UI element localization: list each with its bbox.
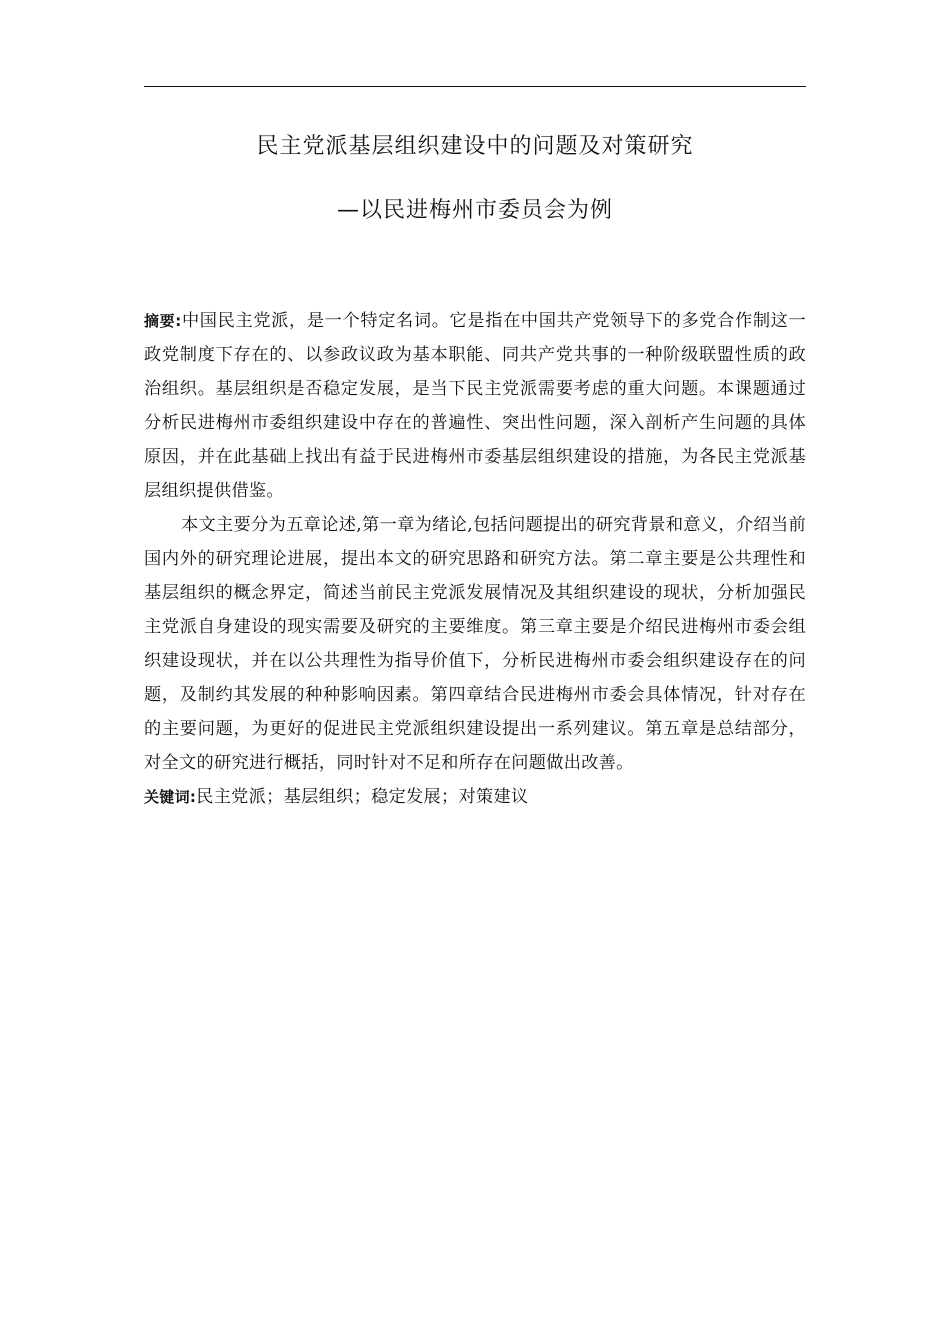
abstract-paragraph-2: 本文主要分为五章论述,第一章为绪论,包括问题提出的研究背景和意义，介绍当前国内外的研究理论进展，提出本文的研究思路和研究方法。第二章主要是公共理性和基层组织的概念界定，简述当前民主党派发展情况及其组织建设的现状，分析加强民主党派自身建设的现实需要及研究的主要维度。第三章主要是介绍民进梅州市委会组织建设现状，并在以公共理性为指导价值下，分析民进梅州市委会组织建设存在的问题，及制约其发展的种种影响因素。第四章结合民进梅州市委会具体情况，针对存在的主要问题，为更好的促进民主党派组织建设提出一系列建议。第五章是总结部分，对全文的研究进行概括，同时针对不足和所存在问题做出改善。 <box>144 515 806 773</box>
keywords-text: 民主党派；基层组织；稳定发展；对策建议 <box>196 787 529 807</box>
header-rule <box>144 86 806 87</box>
abstract-paragraph <box>144 304 806 508</box>
abstract-section <box>144 304 806 814</box>
keywords-label: 关键词: <box>144 788 197 806</box>
abstract-label: 摘要: <box>144 312 182 330</box>
keywords-paragraph <box>144 780 806 814</box>
page-title: 民主党派基层组织建设中的问题及对策研究 <box>256 134 694 159</box>
page-subtitle: —以民进梅州市委员会为例 <box>336 198 613 223</box>
abstract-text: 中国民主党派，是一个特定名词。它是指在中国共产党领导下的多党合作制这一政党制度下存在的、以参政议政为基本职能、同共产党共事的一种阶级联盟性质的政治组织。基层组织是否稳定发展，是当下民主党派需要考虑的重大问题。本课题通过分析民进梅州市委组织建设中存在的普遍性、突出性问题，深入剖析产生问题的具体原因，并在此基础上找出有益于民进梅州市委基层组织建设的措施，为各民主党派基层组织提供借鉴。 <box>144 311 806 501</box>
